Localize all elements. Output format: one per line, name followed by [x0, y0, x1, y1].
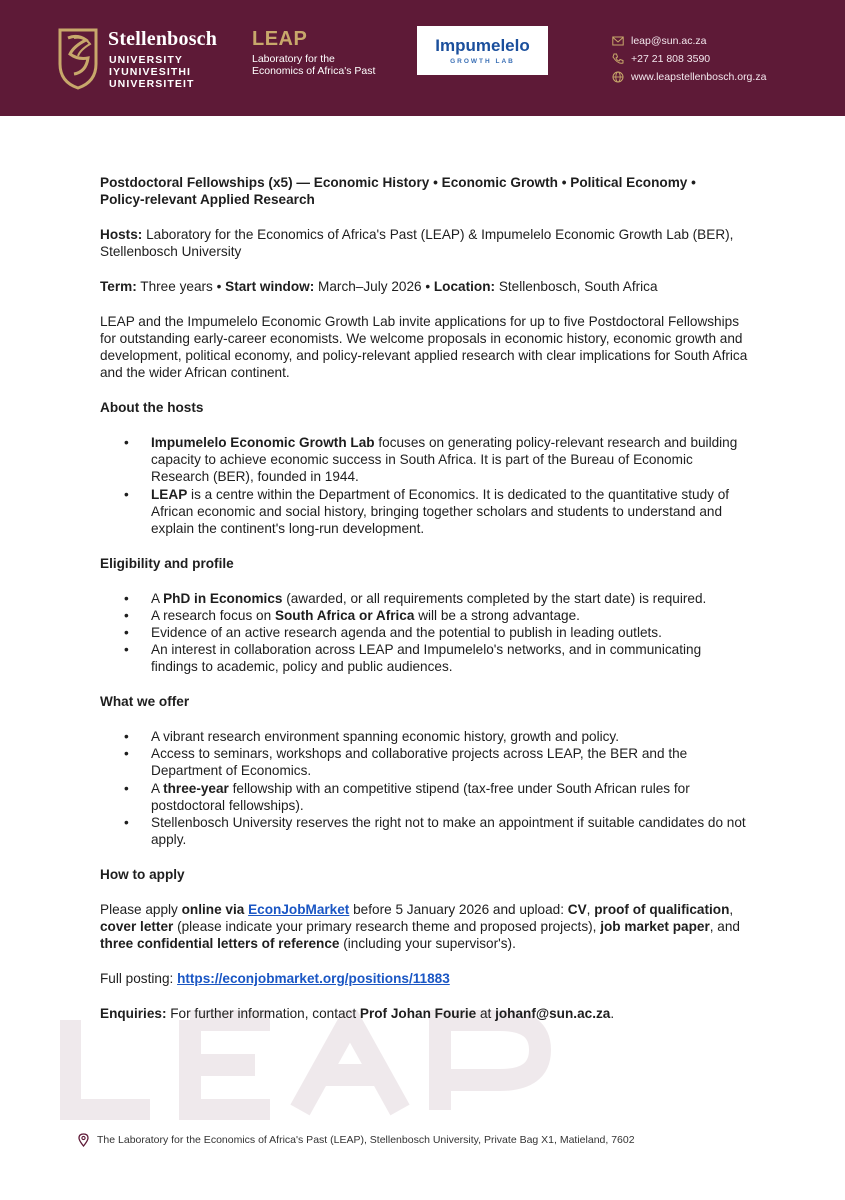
about-item-2-bold: LEAP — [151, 486, 188, 502]
contact-phone-text: +27 21 808 3590 — [631, 53, 711, 65]
about-item-1-text: focuses on generating policy-relevant research and building capacity to achieve economic success in South Africa. It is part of the Bureau of Economic Research (BER), founded in 1944. — [151, 435, 738, 485]
offer-heading: What we offer — [100, 694, 190, 710]
about-list — [100, 434, 750, 537]
list-item — [100, 434, 750, 486]
about-heading: About the hosts — [100, 400, 204, 416]
list-item: • An interest in collaboration across LEAP and Impumelelo's networks, and in communicating findings to academic, policy and public audiences. — [100, 641, 750, 675]
contact-info — [612, 32, 832, 86]
document-title — [100, 174, 750, 208]
elig-2-bold: South Africa or Africa — [274, 607, 415, 623]
apply-b4: cover letter — [100, 919, 174, 935]
list-item — [100, 780, 750, 814]
apply-t4: , — [729, 901, 734, 917]
leap-watermark-icon — [60, 1010, 760, 1120]
apply-b5: job market paper — [600, 919, 710, 935]
enquiries-label: Enquiries: — [100, 1005, 167, 1021]
enq-t1: For further information, contact — [166, 1005, 360, 1021]
start-value: March–July 2026 • — [314, 279, 434, 294]
offer-3-pre: A — [151, 780, 164, 796]
list-item: • Evidence of an active research agenda and the potential to publish in leading outlets. — [100, 624, 750, 641]
elig-1-bold: PhD in Economics — [163, 590, 283, 606]
eligibility-heading: Eligibility and profile — [100, 555, 234, 571]
apply-t6: , and — [709, 919, 740, 935]
term-value: Three years • — [136, 279, 226, 294]
list-item — [100, 486, 750, 538]
leap-title: LEAP — [252, 28, 308, 50]
impumelelo-logo — [417, 26, 548, 75]
about-item-2-text: is a centre within the Department of Economics. It is dedicated to the quantitative study of African economic and social history, bringing together scholars and students to understand and explain the continent's long-run development. — [151, 486, 730, 537]
header-band — [0, 0, 845, 116]
apply-paragraph — [100, 901, 750, 953]
about-item-1-bold: Impumelelo Economic Growth Lab — [151, 435, 375, 450]
intro-paragraph: LEAP and the Impumelelo Economic Growth Lab invite applications for up to five Postdoctoral Fellowships for outstanding early-career economists. We welcome proposals in economic history, economic growth and development, political economy, and policy-relevant applied research with clear implications for South Africa and the wider African continent. — [100, 313, 748, 381]
contact-email[interactable] — [612, 32, 832, 50]
location-label: Location: — [433, 279, 496, 294]
apply-b3: proof of qualification — [594, 901, 730, 917]
university-line-3: UNIVERSITEIT — [109, 78, 195, 90]
location-value: Stellenbosch, South Africa — [495, 279, 658, 294]
contact-email-text: leap@sun.ac.za — [631, 35, 707, 47]
apply-t7: (including your supervisor's). — [339, 936, 516, 952]
impumelelo-name: Impumelelo — [435, 36, 530, 55]
offer-3-bold: three-year — [163, 780, 229, 796]
posting-link[interactable]: https://econjobmarket.org/positions/11883 — [177, 971, 450, 987]
offer-3-post: fellowship with an competitive stipend (tax-free under South African rules for postdoctoral fellowships). — [151, 780, 690, 813]
apply-b6: three confidential letters of reference — [100, 936, 340, 952]
enq-name: Prof Johan Fourie — [359, 1005, 477, 1021]
apply-t5: (please indicate your primary research theme and proposed projects), — [173, 919, 601, 935]
enquiries-paragraph — [100, 1005, 750, 1022]
list-item: • A vibrant research environment spanning economic history, growth and policy. — [100, 728, 750, 745]
leap-logo — [252, 28, 402, 77]
list-item: • Access to seminars, workshops and collaborative projects across LEAP, the BER and the Department of Economics. — [100, 745, 750, 779]
university-line-2: IYUNIVESITHI — [109, 66, 192, 78]
footer — [78, 1131, 778, 1149]
elig-1-post: (awarded, or all requirements completed by the start date) is required. — [282, 590, 707, 606]
title-line-1: Postdoctoral Fellowships (x5) — Economic History • Economic Growth • Political Economy • — [100, 175, 696, 190]
apply-t2: before 5 January 2026 and upload: — [349, 901, 568, 917]
stellenbosch-logo — [56, 24, 246, 92]
footer-address: The Laboratory for the Economics of Africa's Past (LEAP), Stellenbosch University, Private Bag X1, Matieland, 7602 — [97, 1134, 635, 1146]
eligibility-list — [100, 590, 750, 676]
elig-1-pre: A — [151, 590, 164, 606]
stellenbosch-emblem-icon — [56, 24, 100, 90]
hosts-text: Laboratory for the Economics of Africa's Past (LEAP) & Impumelelo Economic Growth Lab (BER), Stellenbosch University — [100, 227, 734, 260]
contact-website-text: www.leapstellenbosch.org.za — [631, 71, 767, 83]
list-item — [100, 590, 750, 607]
impumelelo-subtitle: GROWTH LAB — [450, 58, 515, 65]
hosts-label: Hosts: — [100, 227, 143, 242]
enq-email[interactable]: johanf@sun.ac.za — [495, 1005, 611, 1021]
university-subtitle — [109, 54, 195, 90]
location-pin-icon — [78, 1133, 89, 1147]
econjobmarket-link[interactable]: EconJobMarket — [248, 901, 350, 917]
leap-subtitle-2: Economics of Africa's Past — [252, 65, 376, 77]
elig-2-pre: A research focus on — [151, 607, 275, 623]
enq-t3: . — [610, 1005, 615, 1021]
term-paragraph — [100, 278, 750, 295]
offer-list — [100, 728, 750, 848]
apply-b2: CV — [567, 901, 587, 917]
apply-heading: How to apply — [100, 867, 185, 883]
globe-icon — [612, 71, 624, 83]
posting-label: Full posting: — [100, 971, 178, 987]
phone-icon — [612, 53, 624, 65]
posting-paragraph — [100, 970, 750, 987]
contact-phone[interactable] — [612, 50, 832, 68]
term-label: Term: — [100, 279, 137, 294]
hosts-paragraph — [100, 226, 750, 260]
document-body — [100, 174, 750, 1022]
apply-t3: , — [586, 901, 595, 917]
leap-subtitle-1: Laboratory for the — [252, 53, 335, 65]
university-line-1: UNIVERSITY — [109, 54, 184, 66]
list-item — [100, 607, 750, 624]
enq-t2: at — [476, 1005, 496, 1021]
contact-website[interactable] — [612, 68, 832, 86]
mail-icon — [612, 35, 624, 47]
apply-t1: Please apply — [100, 901, 182, 917]
university-name: Stellenbosch — [108, 28, 218, 50]
elig-2-post: will be a strong advantage. — [414, 607, 580, 623]
apply-b1: online via — [181, 901, 249, 917]
title-line-2: Policy-relevant Applied Research — [100, 192, 315, 208]
list-item: • Stellenbosch University reserves the right not to make an appointment if suitable candidates do not apply. — [100, 814, 750, 848]
start-label: Start window: — [225, 279, 315, 294]
